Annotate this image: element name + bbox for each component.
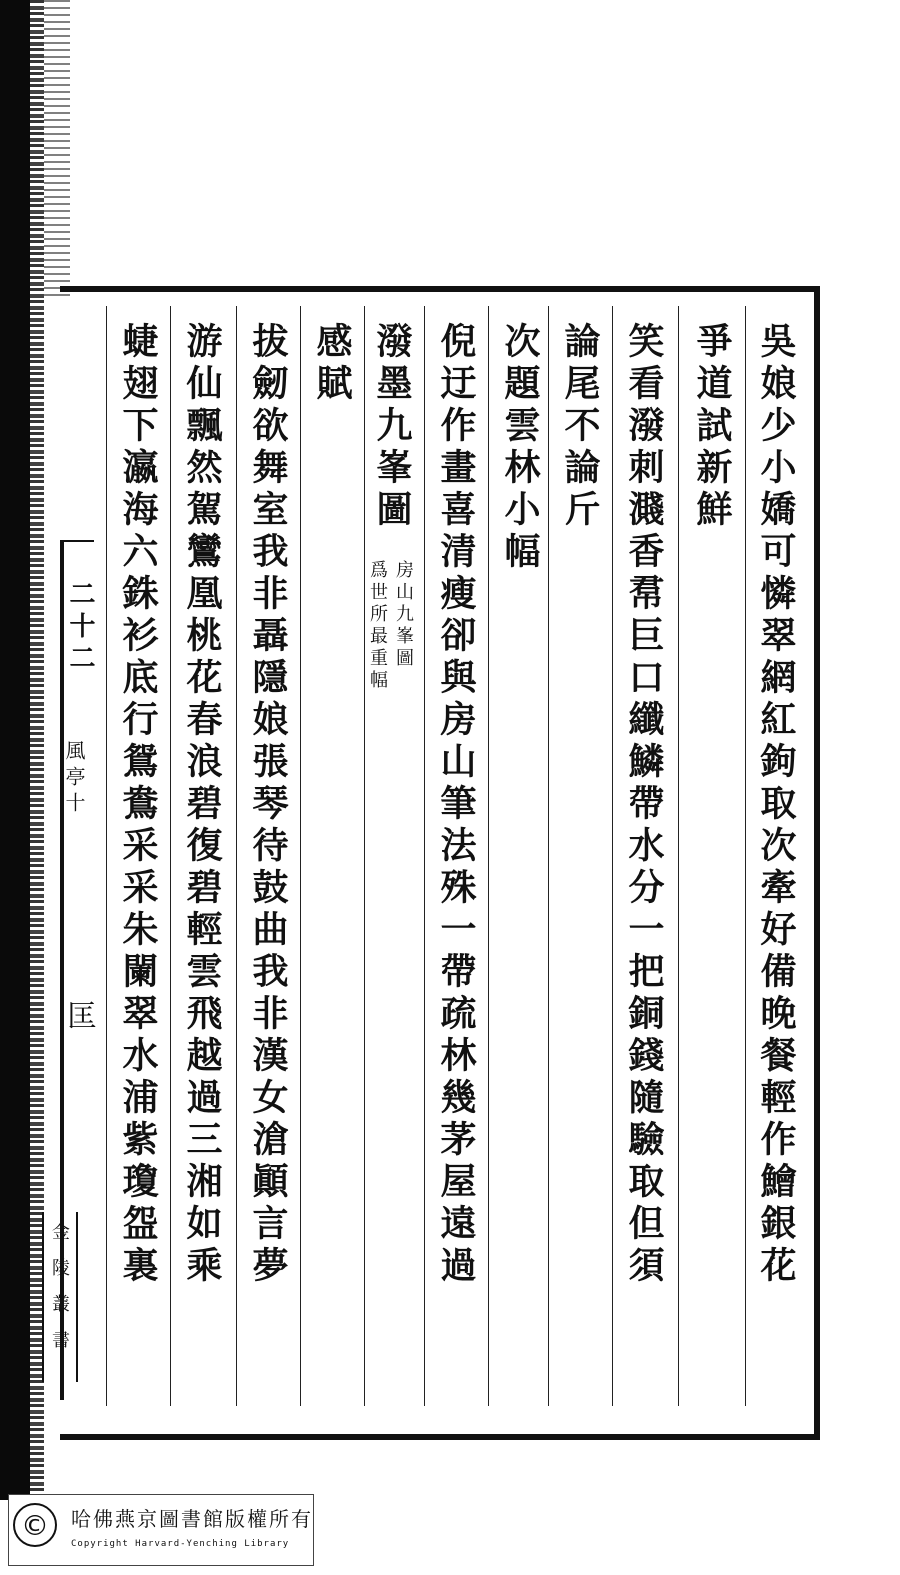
column-rule — [488, 306, 489, 1406]
book-binding — [0, 0, 30, 1500]
note-column-right: 房山九峯圖 — [393, 560, 414, 670]
copyright-chinese: 哈佛燕京圖書館版權所有 — [71, 1507, 313, 1531]
text-column-11: 蜨翅下瀛海六銖衫底行鴛鴦采采朱闌翠水浦紫瓊盌裏 — [117, 322, 159, 1288]
column-rule — [424, 306, 425, 1406]
text-column-1: 吳娘少小嬌可憐翠網紅鉤取次牽好備晚餐輕作鱠銀花 — [755, 322, 797, 1288]
column-rule — [612, 306, 613, 1406]
column-rule — [678, 306, 679, 1406]
text-column-3: 笑看潑刺濺香帬巨口纖鱗帶水分一把銅錢隨驗取但須 — [623, 322, 665, 1288]
text-column-6: 倪迂作畫喜清瘦卻與房山筆法殊一帶疏林幾茅屋遠過 — [435, 322, 477, 1288]
column-rule — [364, 306, 365, 1406]
copyright-english: Copyright Harvard-Yenching Library — [71, 1539, 290, 1549]
column-rule — [236, 306, 237, 1406]
margin-title: 風亭十 — [62, 740, 86, 818]
publisher-name: 金陵叢書 — [49, 1222, 70, 1366]
column-rule — [548, 306, 549, 1406]
copyright-stamp — [8, 1494, 314, 1566]
fishtail-mark — [60, 540, 94, 570]
column-rule — [170, 306, 171, 1406]
text-column-9: 拔劒欲舞室我非聶隱娘張琴待鼓曲我非漢女滄顚言夢 — [247, 322, 289, 1288]
column-rule — [745, 306, 746, 1406]
text-column-10: 游仙飄然駕鸞凰桃花春浪碧復碧輕雲飛越過三湘如乘 — [181, 322, 223, 1288]
note-column-left: 爲世所最重幅 — [367, 560, 388, 692]
text-column-7: 潑墨九峯圖 — [371, 322, 413, 532]
text-column-8: 感賦 — [311, 322, 353, 406]
column-rule — [300, 306, 301, 1406]
copyright-icon: © — [13, 1503, 57, 1547]
text-column-4: 論尾不論斤 — [559, 322, 601, 532]
text-column-2: 爭道試新鮮 — [691, 322, 733, 532]
column-rule — [106, 306, 107, 1406]
text-column-5: 次題雲林小幅 — [499, 322, 541, 574]
margin-page: 匡 — [61, 1000, 96, 1036]
book-binding-shadow — [44, 0, 70, 300]
margin-volume: 二十二 — [65, 580, 95, 676]
